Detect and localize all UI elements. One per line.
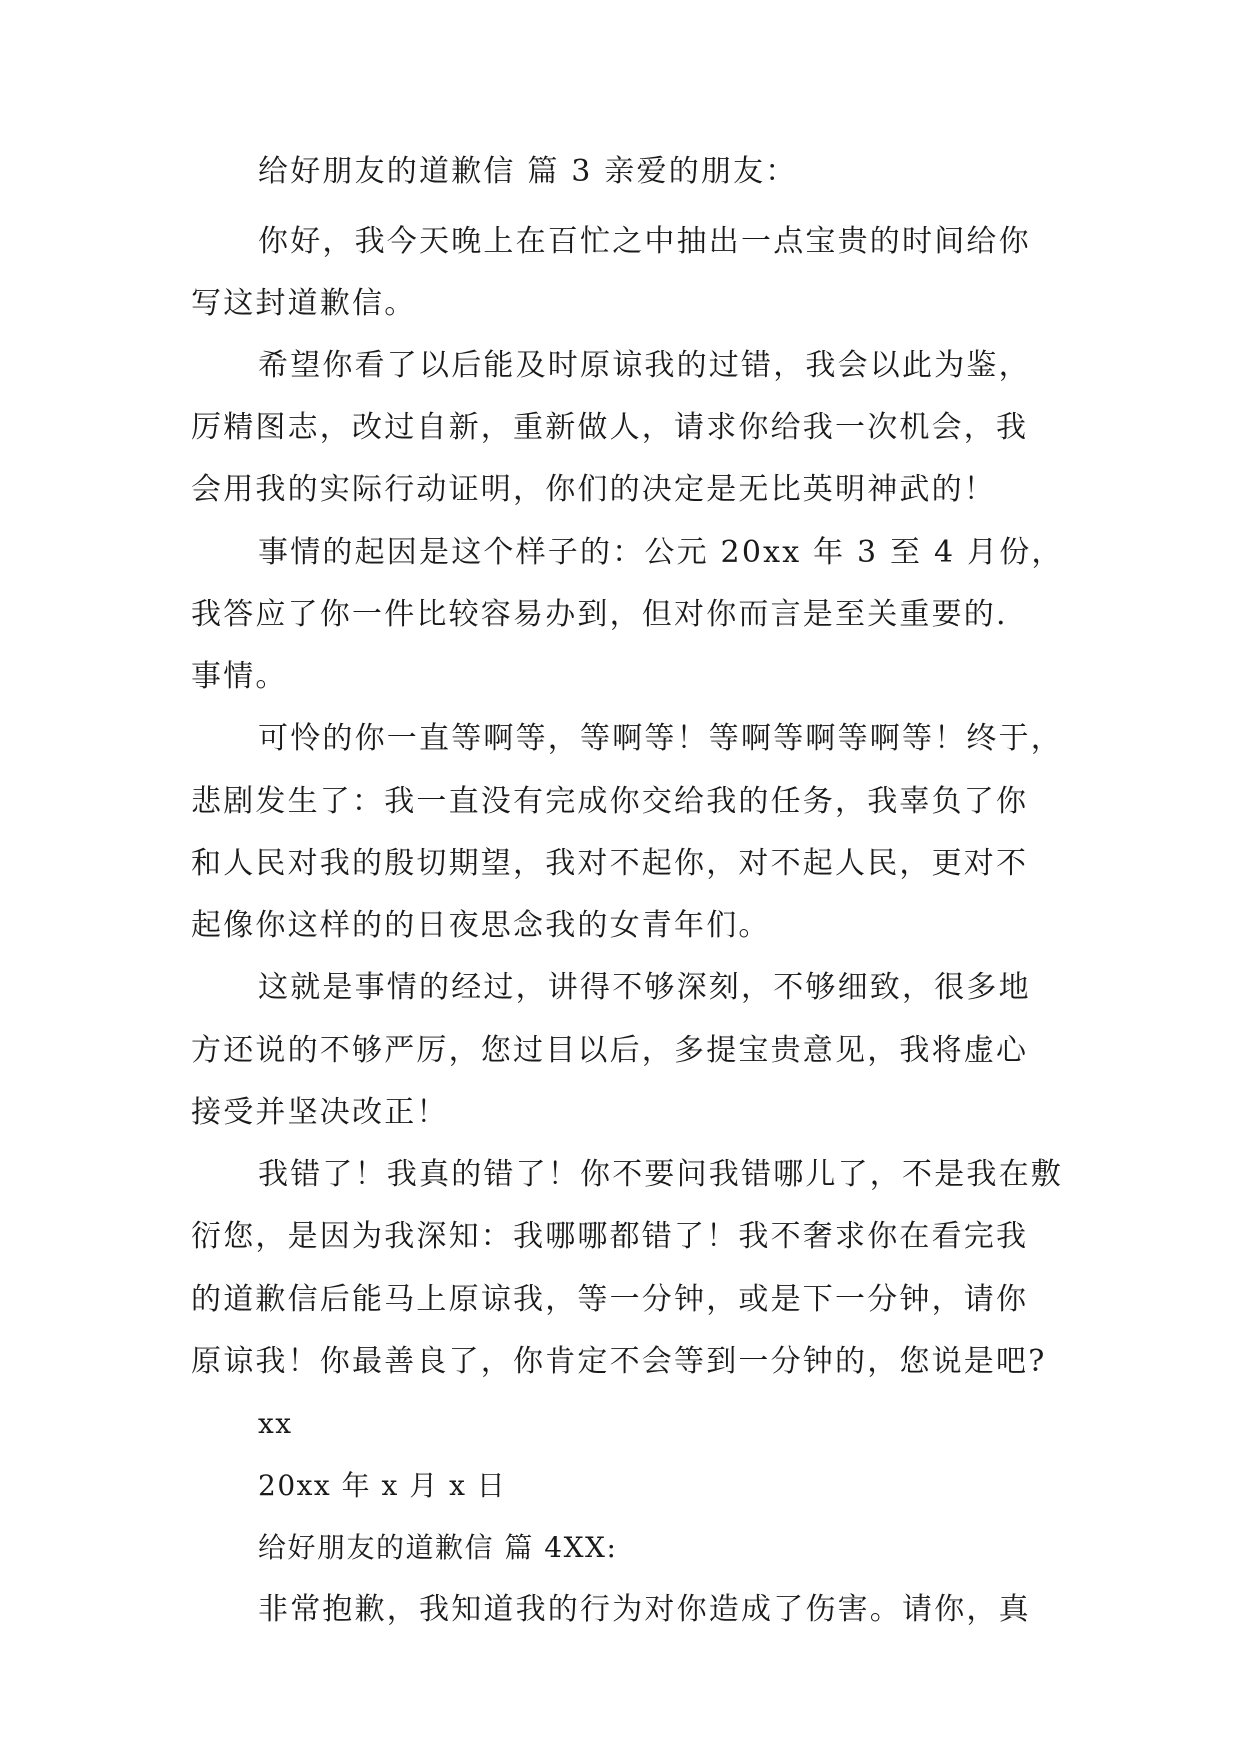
- paragraph-line: 方还说的不够严厉，您过目以后，多提宝贵意见，我将虚心: [191, 1033, 1029, 1068]
- paragraph-line: 和人民对我的殷切期望，我对不起你，对不起人民，更对不: [191, 846, 1029, 881]
- paragraph-line: 希望你看了以后能及时原谅我的过错，我会以此为鉴，: [258, 348, 1031, 383]
- signature-date: 20xx 年 x 月 x 日: [258, 1469, 507, 1502]
- paragraph-line: 会用我的实际行动证明，你们的决定是无比英明神武的！: [191, 472, 996, 507]
- paragraph-line: 这就是事情的经过，讲得不够深刻，不够细致，很多地: [258, 970, 1031, 1005]
- paragraph-line: 起像你这样的的日夜思念我的女青年们。: [191, 908, 771, 943]
- paragraph-line: 可怜的你一直等啊等，等啊等！等啊等啊等啊等！终于，: [258, 721, 1063, 756]
- paragraph-line: 悲剧发生了：我一直没有完成你交给我的任务，我辜负了你: [191, 784, 1029, 819]
- paragraph-line: 衍您，是因为我深知：我哪哪都错了！我不奢求你在看完我: [191, 1219, 1029, 1254]
- paragraph-line: 我答应了你一件比较容易办到，但对你而言是至关重要的.: [191, 597, 1008, 632]
- paragraph-line: 我错了！我真的错了！你不要问我错哪儿了，不是我在敷: [258, 1157, 1063, 1192]
- paragraph-line: 接受并坚决改正！: [191, 1095, 449, 1130]
- paragraph-line: 原谅我！你最善良了，你肯定不会等到一分钟的，您说是吧?: [191, 1344, 1047, 1379]
- paragraph-line: 你好，我今天晚上在百忙之中抽出一点宝贵的时间给你: [258, 224, 1031, 259]
- paragraph-line: 写这封道歉信。: [191, 286, 417, 321]
- paragraph-line: 事情。: [191, 659, 288, 694]
- paragraph-line: 厉精图志，改过自新，重新做人，请求你给我一次机会，我: [191, 410, 1029, 445]
- signature-name: xx: [258, 1407, 293, 1440]
- paragraph-line: 事情的起因是这个样子的：公元 20xx 年 3 至 4 月份，: [258, 535, 1064, 570]
- paragraph-line: 非常抱歉，我知道我的行为对你造成了伤害。请你，真: [258, 1592, 1031, 1627]
- section-heading-4: 给好朋友的道歉信 篇 4XX:: [258, 1531, 618, 1564]
- paragraph-line: 的道歉信后能马上原谅我，等一分钟，或是下一分钟，请你: [191, 1282, 1029, 1317]
- section-heading-3: 给好朋友的道歉信 篇 3 亲爱的朋友：: [258, 154, 798, 189]
